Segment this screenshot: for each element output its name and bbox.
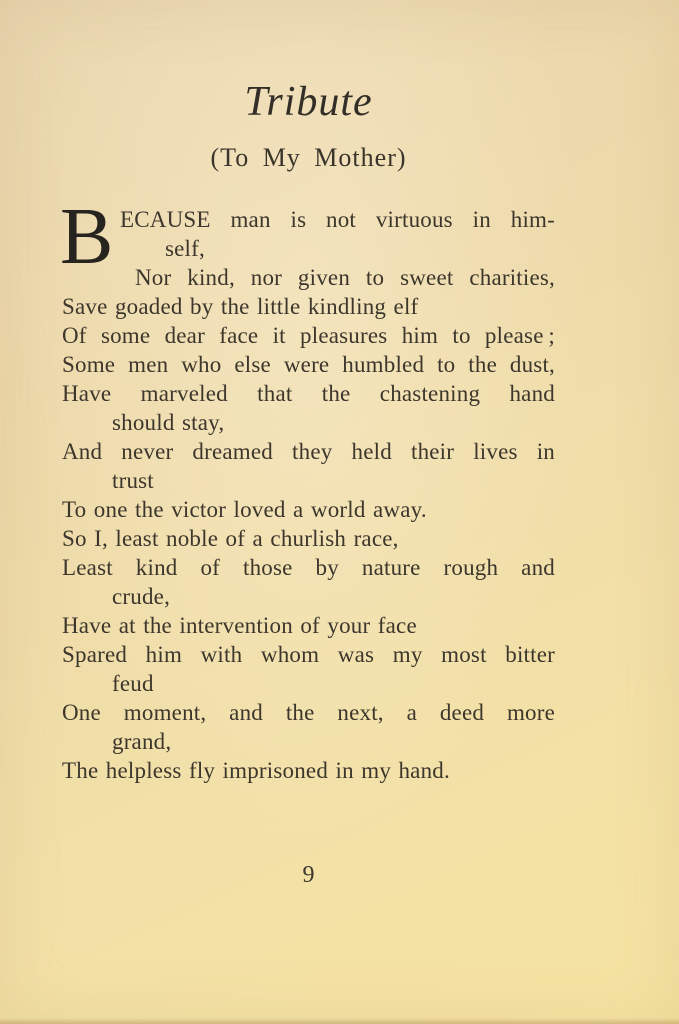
- poem-line: feud: [112, 671, 154, 696]
- poem-line: The helpless fly imprisoned in my hand.: [62, 758, 450, 783]
- drop-cap: B: [60, 193, 114, 281]
- poem-line: Some men who else were humbled to the dust,: [62, 352, 555, 377]
- poem-line: To one the victor loved a world away.: [62, 497, 427, 522]
- poem-body: [60, 193, 555, 785]
- poem-line: Save goaded by the little kindling elf: [62, 294, 419, 319]
- poem-line: grand,: [112, 729, 172, 754]
- poem-line: And never dreamed they held their lives in: [62, 439, 555, 464]
- poem-title: Tribute: [244, 79, 373, 125]
- poem-line: Spared him with whom was my most bitter: [62, 642, 555, 667]
- poem-line: Have marveled that the chastening hand: [62, 381, 555, 406]
- poem-lines: [62, 205, 555, 785]
- poem-line: Least kind of those by nature rough and: [62, 555, 555, 580]
- poem-line: self,: [165, 236, 205, 261]
- poem-line: trust: [112, 468, 154, 493]
- poem-subtitle: (To My Mother): [210, 143, 407, 172]
- poem-line: Of some dear face it pleasures him to please ;: [62, 323, 555, 348]
- page-number: 9: [302, 862, 315, 888]
- poem-line: should stay,: [112, 410, 225, 435]
- poem-line: crude,: [112, 584, 171, 609]
- poem-line: Have at the intervention of your face: [62, 613, 417, 638]
- poem-line: So I, least noble of a churlish race,: [62, 526, 399, 551]
- poem-line: One moment, and the next, a deed more: [62, 700, 555, 725]
- poem-line: Nor kind, nor given to sweet charities,: [135, 265, 555, 290]
- poem-line: ECAUSE man is not virtuous in him-: [120, 207, 555, 232]
